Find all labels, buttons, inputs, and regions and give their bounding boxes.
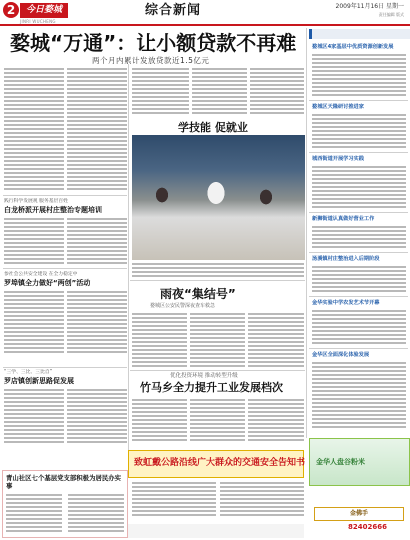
lead-body-col-2 <box>67 68 127 192</box>
story-divider <box>3 367 127 368</box>
lead-headline[interactable]: 婺城“万通”：让小额贷款不再难 <box>10 31 297 55</box>
story-headline[interactable]: 罗店镇创新思路促发展 <box>4 377 74 385</box>
story-headline[interactable]: 白龙桥派开展村庄整治专题培训 <box>4 206 102 214</box>
story-headline[interactable]: 罗埠镇全力做好“两创”活动 <box>4 279 91 287</box>
sidebar-section-tab <box>309 29 410 39</box>
public-notice-title[interactable]: 致虹戴公路沿线广大群众的交通安全告知书 <box>134 458 306 468</box>
story-body <box>4 389 64 445</box>
story-body <box>67 218 127 266</box>
sidebar-body <box>312 54 406 98</box>
side-ad-brand-badge: 金佛手 <box>314 507 404 521</box>
story-body <box>132 399 187 443</box>
story-body <box>190 313 245 369</box>
lead-body-col-3 <box>132 68 189 116</box>
story-kicker: 优化投资环境 推动转型升级 <box>170 373 238 379</box>
sidebar-divider <box>309 100 408 101</box>
story-body <box>248 313 304 369</box>
story-body <box>190 399 245 443</box>
sidebar-divider <box>309 252 408 253</box>
sidebar-headline[interactable]: 汤溪镇村庄整治进入后期阶段 <box>312 256 380 262</box>
sidebar-headline[interactable]: 城西街道开展学习实践 <box>312 156 364 162</box>
sidebar-headline[interactable]: 婺城区天隆研讨推进家 <box>312 104 364 110</box>
story-body <box>6 494 62 534</box>
side-ad-title: 金华人盘谷粉米 <box>316 458 365 466</box>
footer-strip <box>128 524 304 538</box>
sidebar-body <box>312 310 406 346</box>
story-headline[interactable]: 竹马乡全力提升工业发展档次 <box>140 381 283 394</box>
masthead <box>0 0 410 26</box>
brand-subline: JINRI WUCHENG <box>20 19 56 24</box>
story-divider <box>3 268 127 269</box>
story-divider <box>130 280 305 281</box>
sidebar-body <box>312 266 406 294</box>
sidebar-divider <box>309 348 408 349</box>
sidebar-headline[interactable]: 金华区全面深化体验发展 <box>312 352 370 358</box>
column-divider <box>306 28 307 438</box>
public-notice-body <box>220 482 304 518</box>
photo-caption <box>132 263 304 279</box>
sidebar-headline[interactable]: 婺城区4家基层中优质资源创新发展 <box>312 44 394 50</box>
lead-body-col-1 <box>4 68 64 192</box>
story-kicker: “三学、三比、三比自” <box>4 370 53 375</box>
lead-subheadline: 两个月内累计发放贷款近1.5亿元 <box>92 56 210 65</box>
story-body <box>67 291 127 355</box>
story-body <box>68 494 124 534</box>
section-title: 综合新闻 <box>145 3 202 18</box>
story-headline[interactable]: 青山社区七个基层党支部积极为居民办实事 <box>6 474 122 490</box>
sidebar-body <box>312 166 406 210</box>
story-body <box>132 313 187 369</box>
sidebar-divider <box>309 152 408 153</box>
story-body <box>4 291 64 355</box>
brand-logo: 今日婺城 <box>20 3 68 18</box>
sidebar-headline[interactable]: 新狮街道认真做好营业工作 <box>312 216 375 222</box>
editor-line: 责任编辑 版式 <box>378 12 404 17</box>
story-body <box>67 389 127 445</box>
sidebar-divider <box>309 296 408 297</box>
story-headline[interactable]: 雨夜“集结号” <box>160 287 236 301</box>
story-body <box>4 218 64 266</box>
story-body <box>248 399 304 443</box>
column-divider <box>128 64 129 464</box>
story-kicker: 参社会公共安全建设 在全力稳定中 <box>4 272 78 277</box>
story-kicker: 践行科学发展观 服务基层百姓 <box>4 199 68 204</box>
story-divider <box>130 370 305 371</box>
news-photo-chef-training <box>132 135 305 260</box>
story-divider <box>3 195 127 196</box>
sidebar-body <box>312 114 406 150</box>
sidebar-divider <box>309 212 408 213</box>
story-subheadline: 婺城区公安民警深夜查车救急 <box>150 303 216 309</box>
sidebar-headline[interactable]: 金华实验中学农发艺术节开幕 <box>312 300 380 306</box>
photo-story-headline[interactable]: 学技能 促就业 <box>178 121 248 134</box>
masthead-rule <box>0 24 410 26</box>
side-ad-phone: 82402666 <box>348 523 387 531</box>
issue-date: 2009年11月16日 星期一 <box>335 3 404 10</box>
page-number-badge: 2 <box>3 2 19 18</box>
sidebar-body <box>312 226 406 250</box>
lead-body-col-5 <box>250 68 304 116</box>
sidebar-body <box>312 362 406 430</box>
public-notice-body <box>132 482 216 518</box>
lead-body-col-4 <box>192 68 247 116</box>
